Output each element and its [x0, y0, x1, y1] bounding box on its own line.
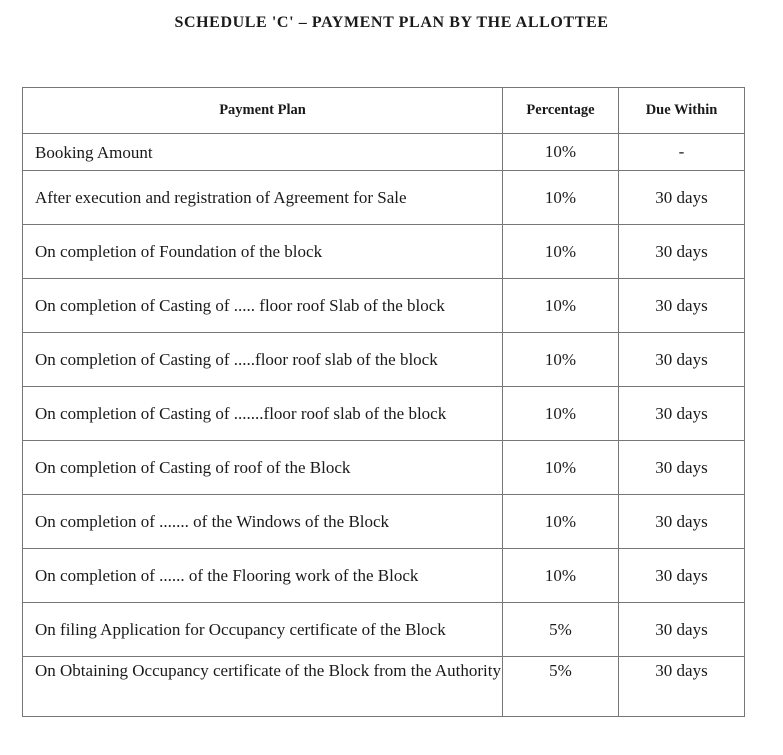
due-cell: -	[619, 134, 745, 171]
plan-cell: On completion of Casting of roof of the Block	[23, 441, 503, 495]
header-due-within: Due Within	[619, 88, 745, 134]
due-cell: 30 days	[619, 333, 745, 387]
percentage-cell: 10%	[503, 333, 619, 387]
plan-cell: Booking Amount	[23, 134, 503, 171]
percentage-cell: 10%	[503, 441, 619, 495]
due-cell: 30 days	[619, 603, 745, 657]
table-row	[23, 225, 745, 279]
table-row	[23, 495, 745, 549]
table-header-row	[23, 88, 745, 134]
percentage-cell: 10%	[503, 134, 619, 171]
header-percentage: Percentage	[503, 88, 619, 134]
percentage-cell: 10%	[503, 279, 619, 333]
plan-cell: On Obtaining Occupancy certificate of the Block from the Authority	[23, 657, 503, 717]
table-row	[23, 279, 745, 333]
percentage-cell: 10%	[503, 171, 619, 225]
percentage-cell: 10%	[503, 549, 619, 603]
due-cell: 30 days	[619, 225, 745, 279]
percentage-cell: 5%	[503, 657, 619, 717]
due-cell: 30 days	[619, 441, 745, 495]
plan-cell: After execution and registration of Agreement for Sale	[23, 171, 503, 225]
percentage-cell: 10%	[503, 495, 619, 549]
plan-cell: On completion of Casting of ..... floor roof Slab of the block	[23, 279, 503, 333]
due-cell: 30 days	[619, 495, 745, 549]
percentage-cell: 5%	[503, 603, 619, 657]
plan-cell: On completion of ...... of the Flooring work of the Block	[23, 549, 503, 603]
page-title: SCHEDULE 'C' – PAYMENT PLAN BY THE ALLOTTEE	[174, 14, 609, 31]
header-payment-plan: Payment Plan	[23, 88, 503, 134]
table-row	[23, 333, 745, 387]
plan-cell: On completion of Casting of .....floor roof slab of the block	[23, 333, 503, 387]
table-row	[23, 441, 745, 495]
table-row	[23, 171, 745, 225]
due-cell: 30 days	[619, 279, 745, 333]
plan-cell: On filing Application for Occupancy certificate of the Block	[23, 603, 503, 657]
table-row	[23, 603, 745, 657]
due-cell: 30 days	[619, 549, 745, 603]
due-cell: 30 days	[619, 657, 745, 717]
plan-cell: On completion of Casting of .......floor roof slab of the block	[23, 387, 503, 441]
table-row	[23, 134, 745, 171]
due-cell: 30 days	[619, 387, 745, 441]
payment-plan-table	[22, 87, 745, 717]
table-row	[23, 549, 745, 603]
percentage-cell: 10%	[503, 387, 619, 441]
table-row	[23, 657, 745, 717]
due-cell: 30 days	[619, 171, 745, 225]
table-row	[23, 387, 745, 441]
plan-cell: On completion of Foundation of the block	[23, 225, 503, 279]
plan-cell: On completion of ....... of the Windows of the Block	[23, 495, 503, 549]
percentage-cell: 10%	[503, 225, 619, 279]
